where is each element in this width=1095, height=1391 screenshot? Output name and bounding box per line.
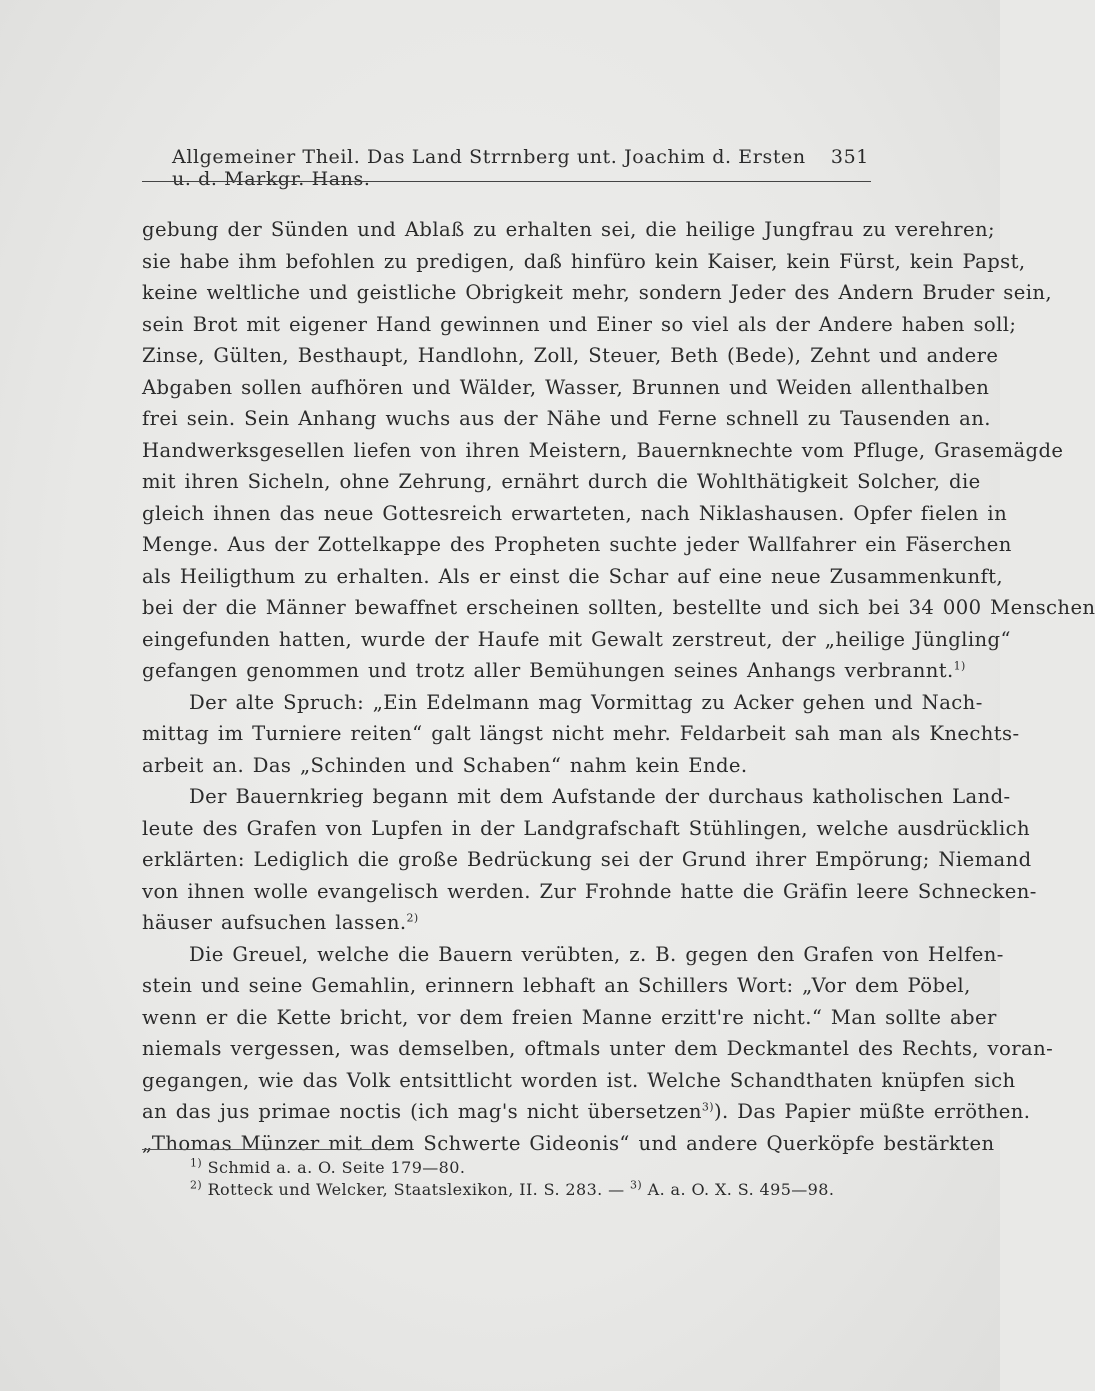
text-line: Zinse, Gülten, Besthaupt, Handlohn, Zoll, Steuer, Beth (Bede), Zehnt und andere — [142, 344, 999, 367]
footnote-text: A. a. O. X. S. 495—98. — [647, 1180, 835, 1199]
text-line-content: gefangen genommen und trotz aller Bemühungen seines Anhangs verbrannt. — [142, 659, 954, 682]
footnote-mark: 1) — [190, 1156, 203, 1170]
text-line: gegangen, wie das Volk entsittlicht worden ist. Welche Schandthaten knüpfen sich — [142, 1068, 1016, 1092]
footnote-text: Rotteck und Welcker, Staatslexikon, II. S. 283. — — [207, 1180, 625, 1199]
text-line: Der Bauernkrieg begann mit dem Aufstande der durchaus katholischen Land- — [189, 785, 1011, 808]
text-line: bei der die Männer bewaffnet erscheinen sollten, bestellte und sich bei 34 000 Menschen — [142, 596, 1095, 619]
text-line: Menge. Aus der Zottelkappe des Propheten suchte jeder Wallfahrer ein Fäserchen — [142, 533, 1012, 556]
text-line: „Thomas Münzer mit dem Schwerte Gideonis“ und andere Querköpfe bestärkten — [142, 1131, 995, 1155]
footnote-1 — [190, 1157, 870, 1179]
header-rule — [142, 181, 871, 182]
text-line: eingefunden hatten, wurde der Haufe mit Gewalt zerstreut, der „heilige Jüngling“ — [142, 627, 1011, 651]
page-number: 351 — [830, 146, 869, 168]
text-line: wenn er die Kette bricht, vor dem freien Manne erzitt're nicht.“ Man sollte aber — [142, 1005, 997, 1029]
text-line: mittag im Turniere reiten“ galt längst nicht mehr. Feldarbeit sah man als Knechts- — [142, 722, 1020, 745]
text-line: mit ihren Sicheln, ohne Zehrung, ernährt durch die Wohlthätigkeit Solcher, die — [142, 470, 981, 493]
text-line-with-note — [142, 907, 875, 939]
footnotes — [190, 1157, 870, 1201]
text-line: leute des Grafen von Lupfen in der Landgrafschaft Stühlingen, welche ausdrücklich — [142, 816, 1031, 840]
footnote-mark: 3) — [630, 1178, 643, 1192]
text-line: keine weltliche und geistliche Obrigkeit mehr, sondern Jeder des Andern Bruder sein, — [142, 281, 1053, 304]
text-line-with-note — [142, 1096, 1031, 1128]
footnote-text: Schmid a. a. O. Seite 179—80. — [207, 1158, 466, 1177]
text-line: niemals vergessen, was demselben, oftmals unter dem Deckmantel des Rechts, voran- — [142, 1037, 1054, 1060]
text-line: sie habe ihm befohlen zu predigen, daß hinfüro kein Kaiser, kein Fürst, kein Papst, — [142, 249, 1026, 273]
text-line: als Heiligthum zu erhalten. Als er einst die Schar auf eine neue Zusammenkunft, — [142, 564, 1004, 588]
text-line-with-note — [142, 655, 966, 687]
text-line: erklärten: Lediglich die große Bedrückung sei der Grund ihrer Empörung; Niemand — [142, 848, 1032, 871]
footnote-mark: 2) — [190, 1178, 203, 1192]
text-line: gleich ihnen das neue Gottesreich erwarteten, nach Niklashausen. Opfer fielen in — [142, 501, 1008, 525]
footnote-marker: 3) — [701, 1100, 714, 1114]
text-line: stein und seine Gemahlin, erinnern lebhaft an Schillers Wort: „Vor dem Pöbel, — [142, 974, 971, 997]
footnote-rule — [142, 1149, 397, 1150]
text-line: Handwerksgesellen liefen von ihren Meistern, Bauernknechte vom Pfluge, Grasemägde — [142, 438, 1064, 462]
text-line: gebung der Sünden und Ablaß zu erhalten sei, die heilige Jungfrau zu verehren; — [142, 218, 996, 241]
text-line-content: häuser aufsuchen lassen. — [142, 911, 407, 934]
text-line-content: an das jus primae noctis (ich mag's nicht übersetzen — [142, 1100, 702, 1123]
text-line: von ihnen wolle evangelisch werden. Zur Frohnde hatte die Gräfin leere Schnecken- — [142, 879, 1037, 903]
text-line: Abgaben sollen aufhören und Wälder, Wasser, Brunnen und Weiden allenthalben — [142, 375, 990, 399]
footnote-marker: 2) — [406, 911, 419, 925]
text-line-tail: ). Das Papier müßte erröthen. — [713, 1100, 1031, 1123]
footnote-marker: 1) — [953, 659, 966, 673]
text-line: sein Brot mit eigener Hand gewinnen und Einer so viel als der Andere haben soll; — [142, 312, 1017, 336]
footnote-2-3 — [190, 1179, 870, 1201]
text-line: frei sein. Sein Anhang wuchs aus der Nähe und Ferne schnell zu Tausenden an. — [142, 407, 991, 430]
running-header — [172, 146, 869, 190]
running-title: Allgemeiner Theil. Das Land Strrnberg unt. Joachim d. Ersten u. d. Markgr. Hans. — [172, 146, 806, 190]
body-text — [142, 214, 1095, 1159]
text-line: arbeit an. Das „Schinden und Schaben“ nahm kein Ende. — [142, 753, 748, 777]
text-line: Die Greuel, welche die Bauern verübten, z. B. gegen den Grafen von Helfen- — [189, 942, 1004, 966]
text-line: Der alte Spruch: „Ein Edelmann mag Vormittag zu Acker gehen und Nach- — [189, 690, 983, 714]
